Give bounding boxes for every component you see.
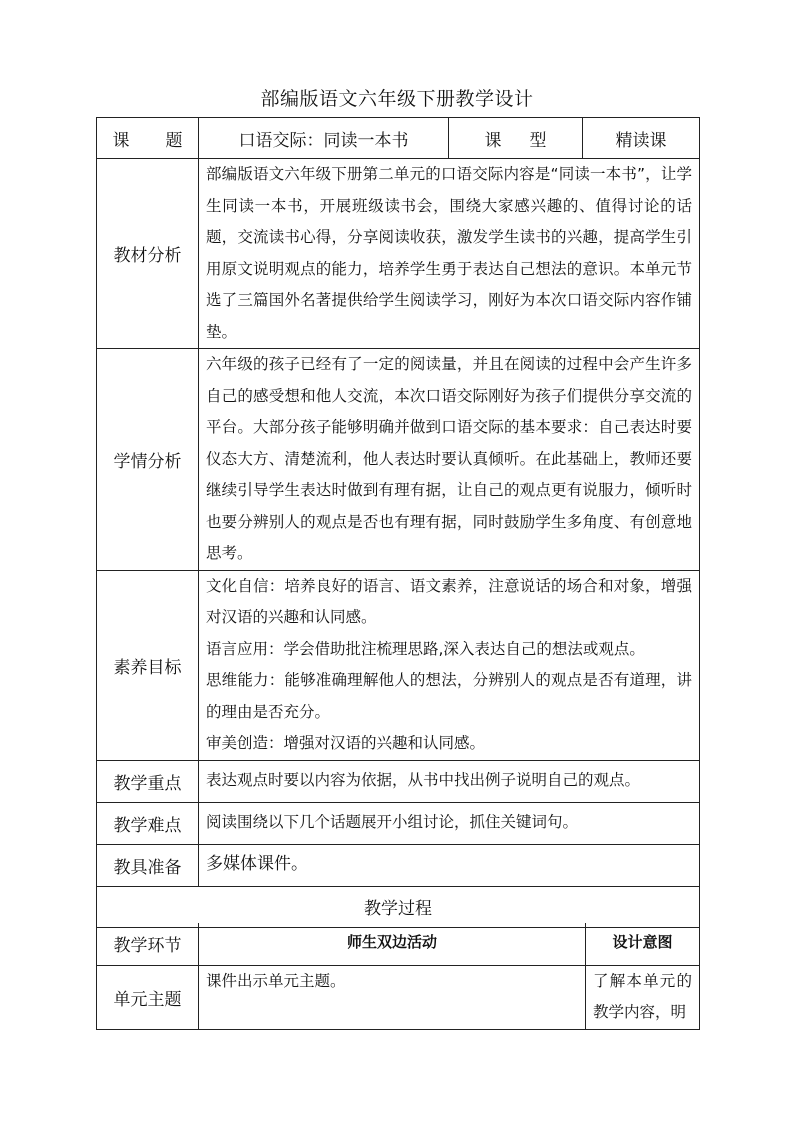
document-title: 部编版语文六年级下册教学设计 <box>260 88 534 110</box>
literacy-goals-label: 素养目标 <box>97 570 199 760</box>
literacy-goals-list <box>199 570 700 760</box>
process-table <box>96 923 700 1030</box>
tools-row <box>97 844 700 886</box>
process-intent: 了解本单元的教学内容，明 <box>586 965 700 1029</box>
difficulty-row <box>97 802 700 844</box>
material-analysis-text: 部编版语文六年级下册第二单元的口语交际内容是“同读一本书”，让学生同读一本书，开展班级读书会，围绕大家感兴趣的、值得讨论的话题，交流读书心得，分享阅读收获，激发学生读书的兴趣，提高学生引用原文说明观点的能力，培养学生勇于表达自己想法的意识。本单元节选了三篇国外名著提供给学生阅读学习，刚好为本次口语交际内容作铺垫。 <box>199 159 700 349</box>
student-analysis-text: 六年级的孩子已经有了一定的阅读量，并且在阅读的过程中会产生许多自己的感受想和他人交流，本次口语交际刚好为孩子们提供分享交流的平台。大部分孩子能够明确并做到口语交际的基本要求：自己表达时要仪态大方、清楚流利，他人表达时要认真倾听。在此基础上，教师还要继续引导学生表达时做到有理有据，让自己的观点更有说服力，倾听时也要分辨别人的观点是否也有理有据，同时鼓励学生多角度、有创意地思考。 <box>199 349 700 571</box>
goal-item: 审美创造：增强对汉语的兴趣和认同感。 <box>206 734 486 752</box>
process-header-row <box>97 923 700 965</box>
student-analysis-row <box>97 349 700 571</box>
lesson-type-value: 精读课 <box>583 118 700 159</box>
topic-row <box>97 118 700 159</box>
difficulty-text: 阅读围绕以下几个话题展开小组讨论，抓住关键词句。 <box>199 802 700 844</box>
activity-column-header: 师生双边活动 <box>199 923 586 965</box>
process-activity: 课件出示单元主题。 <box>199 965 586 1029</box>
lesson-type-label: 课 型 <box>449 118 583 159</box>
material-analysis-row <box>97 159 700 349</box>
intent-column-header: 设计意图 <box>586 923 700 965</box>
difficulty-label: 教学难点 <box>97 802 199 844</box>
literacy-goals-row <box>97 570 700 760</box>
tools-text: 多媒体课件。 <box>199 844 700 886</box>
stage-column-header: 教学环节 <box>97 923 199 965</box>
process-heading: 教学过程 <box>97 886 700 927</box>
topic-label: 课 题 <box>97 118 199 159</box>
process-heading-row <box>97 886 700 927</box>
process-row <box>97 965 700 1029</box>
process-stage: 单元主题 <box>97 965 199 1029</box>
lesson-plan-table <box>96 117 700 928</box>
student-analysis-label: 学情分析 <box>97 349 199 571</box>
key-points-label: 教学重点 <box>97 760 199 802</box>
key-points-row <box>97 760 700 802</box>
topic-value: 口语交际：同读一本书 <box>199 118 449 159</box>
goal-item: 文化自信：培养良好的语言、语文素养，注意说话的场合和对象，增强对汉语的兴趣和认同感。 <box>206 576 692 626</box>
goal-item: 思维能力：能够准确理解他人的想法，分辨别人的观点是否有道理，讲的理由是否充分。 <box>206 671 692 721</box>
goal-item: 语言应用：学会借助批注梳理思路,深入表达自己的想法或观点。 <box>206 639 645 658</box>
key-points-text: 表达观点时要以内容为依据，从书中找出例子说明自己的观点。 <box>199 760 700 802</box>
material-analysis-label: 教材分析 <box>97 159 199 349</box>
tools-label: 教具准备 <box>97 844 199 886</box>
